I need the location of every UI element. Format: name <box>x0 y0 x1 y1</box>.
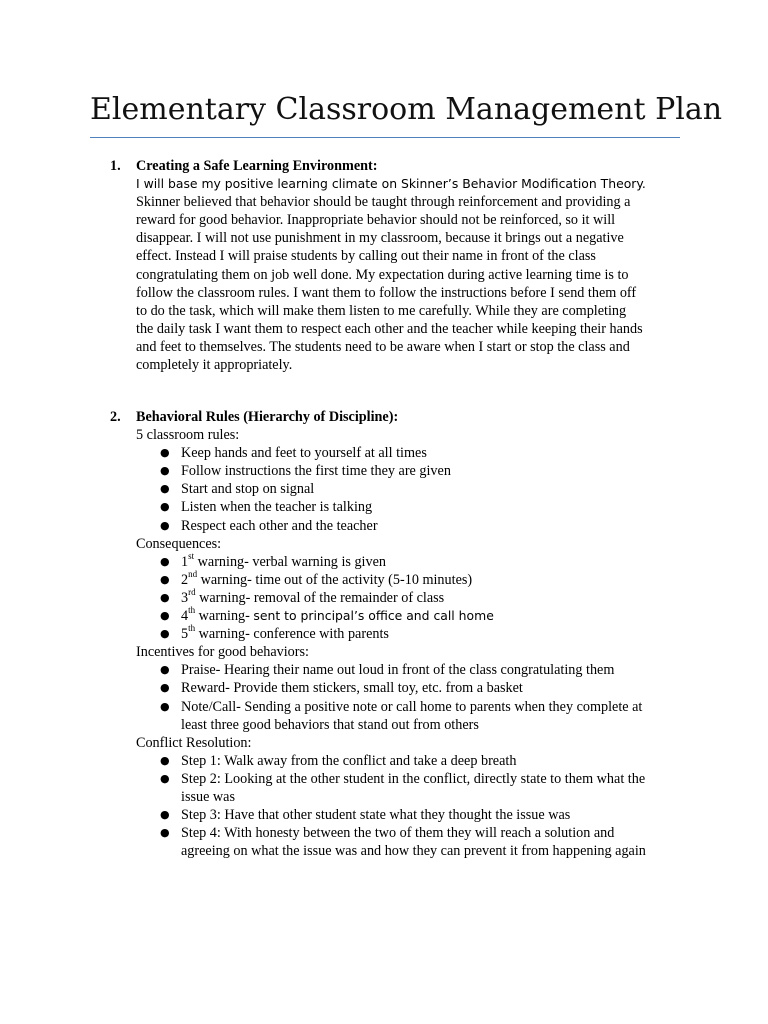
paragraph-line: disappear. I will not use punishment in my classroom, because it brings out a negative <box>136 230 624 247</box>
section-heading <box>110 408 690 426</box>
list-item: ● Note/Call- Sending a positive note or call home to parents when they complete at least three good behaviors that stand out from others <box>160 698 643 733</box>
section-behavioral-rules <box>110 408 690 860</box>
section-number: 1. <box>110 158 121 174</box>
bullet-icon: ● <box>160 609 170 623</box>
paragraph-line: I will base my positive learning climate on Skinner’s Behavior Modification Theory. <box>136 176 646 192</box>
section-safe-learning-environment <box>110 157 690 374</box>
paragraph-line: and feet to themselves. The students need to be aware when I start or stop the class and <box>136 338 630 355</box>
bullet-icon: ● <box>160 826 170 840</box>
paragraph-line: Skinner believed that behavior should be taught through reinforcement and providing a <box>136 194 631 211</box>
list-item: ● 2nd warning- time out of the activity (5-10 minutes) <box>160 569 473 588</box>
bullet-icon: ● <box>160 681 170 695</box>
conflict-resolution-label: Conflict Resolution: <box>136 734 252 751</box>
bullet-icon: ● <box>160 518 170 532</box>
section-heading <box>110 157 690 175</box>
title-underline <box>90 137 680 138</box>
consequences-list <box>136 553 681 643</box>
bullet-icon: ● <box>160 699 170 713</box>
list-item: ● Listen when the teacher is talking <box>160 499 373 516</box>
list-item: ● Start and stop on signal <box>160 481 315 498</box>
paragraph-line: completely it appropriately. <box>136 357 293 374</box>
list-item: ● Step 3: Have that other student state what they thought the issue was <box>160 807 571 824</box>
bullet-icon: ● <box>160 808 170 822</box>
paragraph-line: congratulating them on job well done. My expectation during active learning time is to <box>136 266 629 283</box>
conflict-steps-list <box>136 752 681 861</box>
paragraph-line: effect. Instead I will praise students by calling out their name in front of the class <box>136 248 596 265</box>
section-content <box>136 426 681 860</box>
list-item: ● 4th warning- sent to principal’s office and call home <box>160 605 494 625</box>
section-paragraph <box>136 175 681 374</box>
paragraph-line: the daily task I want them to respect each other and the teacher while keeping their hands <box>136 320 643 337</box>
bullet-icon: ● <box>160 771 170 785</box>
rules-list <box>136 444 681 534</box>
section-title: Behavioral Rules (Hierarchy of Discipline): <box>136 409 399 425</box>
bullet-icon: ● <box>160 572 170 586</box>
bullet-icon: ● <box>160 500 170 514</box>
consequences-label: Consequences: <box>136 535 222 552</box>
document-title: Elementary Classroom Management Plan <box>90 92 723 127</box>
bullet-icon: ● <box>160 753 170 767</box>
section-title: Creating a Safe Learning Environment: <box>136 158 378 174</box>
paragraph-line: follow the classroom rules. I want them to follow the instructions before I send them off <box>136 284 637 301</box>
list-item: ● Step 1: Walk away from the conflict and take a deep breath <box>160 752 517 769</box>
list-item: ● Step 4: With honesty between the two of them they will reach a solution and agreeing on what the issue was and how they can prevent it from happening again <box>160 825 646 860</box>
rules-label: 5 classroom rules: <box>136 427 240 444</box>
bullet-icon: ● <box>160 482 170 496</box>
list-item: ● Step 2: Looking at the other student in the conflict, directly state to them what the issue was <box>160 770 646 805</box>
list-item: ● Keep hands and feet to yourself at all times <box>160 445 427 462</box>
bullet-icon: ● <box>160 590 170 604</box>
list-item: ● 1st warning- verbal warning is given <box>160 551 386 570</box>
list-item: ● 3rd warning- removal of the remainder of class <box>160 587 445 606</box>
list-item: ● Reward- Provide them stickers, small toy, etc. from a basket <box>160 680 523 697</box>
list-item: ● 5th warning- conference with parents <box>160 623 389 643</box>
paragraph-line: reward for good behavior. Inappropriate behavior should not be reinforced, so it will <box>136 212 616 229</box>
paragraph-line: to do the task, which will make them listen to me carefully. While they are completing <box>136 302 627 319</box>
list-item: ● Respect each other and the teacher <box>160 517 378 534</box>
bullet-icon: ● <box>160 464 170 478</box>
bullet-icon: ● <box>160 554 170 568</box>
incentives-list <box>136 661 681 733</box>
bullet-icon: ● <box>160 663 170 677</box>
bullet-icon: ● <box>160 627 170 641</box>
bullet-icon: ● <box>160 446 170 460</box>
section-number: 2. <box>110 409 121 425</box>
list-item: ● Follow instructions the first time they are given <box>160 463 451 480</box>
list-item: ● Praise- Hearing their name out loud in front of the class congratulating them <box>160 662 615 679</box>
incentives-label: Incentives for good behaviors: <box>136 644 309 661</box>
